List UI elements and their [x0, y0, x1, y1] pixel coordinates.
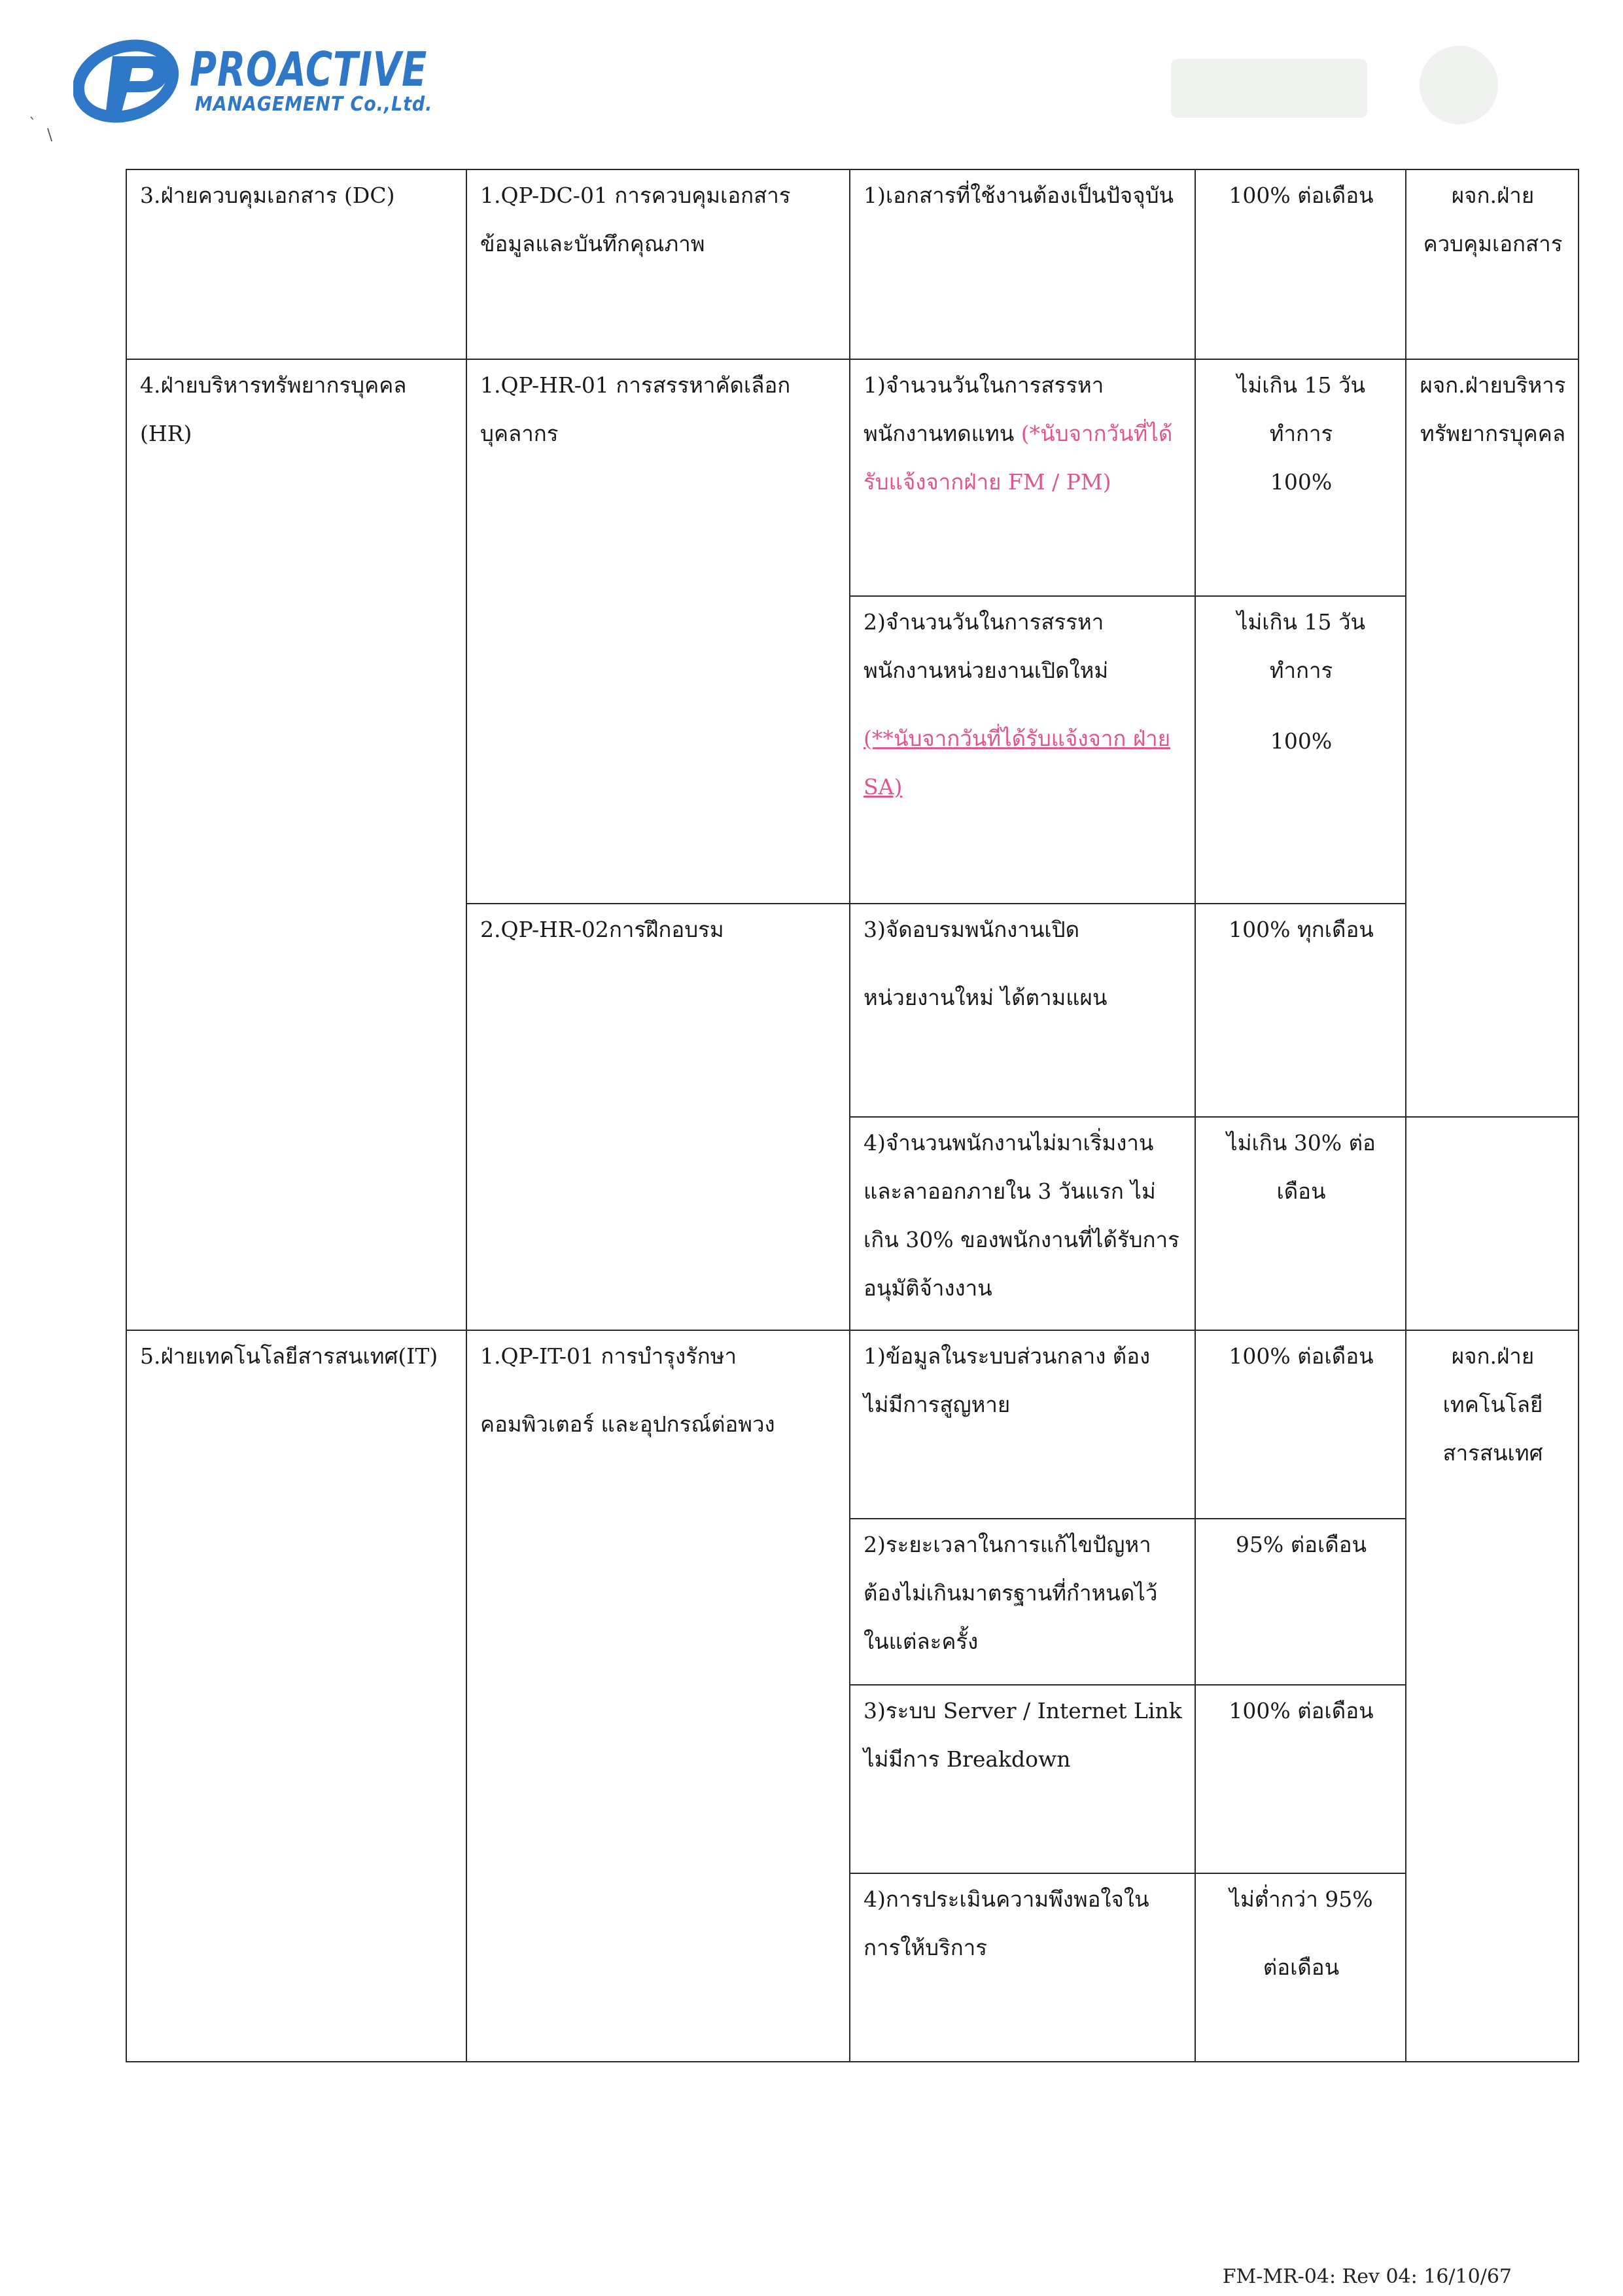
objective-cell: [850, 1685, 1195, 1873]
objective-cell: [850, 1873, 1195, 2062]
target-cell: [1195, 1685, 1406, 1873]
procedure-label: 1.QP-DC-01 การควบคุมเอกสารข้อมูลและบันทึกคุณภาพ: [480, 183, 791, 256]
target-cell: [1195, 1117, 1406, 1330]
target-text-line-1: ไม่เกิน 15 วันทำการ: [1236, 609, 1366, 683]
department-label: 5.ฝ่ายเทคโนโลยีสารสนเทศ(IT): [140, 1343, 438, 1369]
department-cell: [126, 1330, 466, 2062]
target-text-line-2: 100%: [1270, 728, 1333, 754]
department-label: 3.ฝ่ายควบคุมเอกสาร (DC): [140, 183, 395, 208]
owner-text: ผจก.ฝ่ายบริหารทรัพยากรบุคคล: [1420, 372, 1566, 446]
objective-cell: [850, 596, 1195, 904]
target-text-line-2: ต่อเดือน: [1263, 1954, 1340, 1980]
objective-text: 3)ระบบ Server / Internet Link ไม่มีการ Breakdown: [864, 1698, 1182, 1772]
owner-text-line-3: สารสนเทศ: [1442, 1440, 1543, 1466]
owner-cell: [1406, 1330, 1579, 2062]
table-row: [126, 169, 1579, 359]
procedure-label: 2.QP-HR-02การฝึกอบรม: [480, 917, 724, 942]
procedure-label-line-1: 1.QP-IT-01 การบำรุงรักษา: [480, 1343, 737, 1369]
objective-text: 2)ระยะเวลาในการแก้ไขปัญหาต้องไม่เกินมาตรฐานที่กำหนดไว้ในแต่ละครั้ง: [864, 1532, 1158, 1654]
objective-text: 1)ข้อมูลในระบบส่วนกลาง ต้องไม่มีการสูญหาย: [864, 1343, 1151, 1417]
target-cell: [1195, 904, 1406, 1117]
procedure-cell: [466, 359, 850, 904]
target-text-line-2: 100%: [1270, 469, 1333, 495]
procedure-cell: [466, 1330, 850, 2062]
scan-mark: \: [47, 126, 53, 144]
target-cell: [1195, 596, 1406, 904]
objective-text: 4)จำนวนพนักงานไม่มาเริ่มงานและลาออกภายใน 3 วันแรก ไม่เกิน 30% ของพนักงานที่ได้รับการอนุมัติจ้างงาน: [864, 1130, 1179, 1301]
target-text: 100% ต่อเดือน: [1229, 183, 1374, 208]
company-logo: [73, 30, 440, 128]
objective-text: 4)การประเมินความพึงพอใจในการให้บริการ: [864, 1886, 1149, 1960]
objective-note: (*นับจากวันที่ได้รับแจ้งจากฝ่าย FM / PM): [864, 421, 1173, 495]
owner-text: ผจก.ฝ่ายควบคุมเอกสาร: [1423, 183, 1563, 256]
objective-text: 2)จำนวนวันในการสรรหาพนักงานหน่วยงานเปิดใหม่: [864, 609, 1109, 683]
target-text: 100% ต่อเดือน: [1229, 1698, 1374, 1723]
target-text: ไม่เกิน 30% ต่อเดือน: [1227, 1130, 1376, 1204]
objective-text: 1)จำนวนวันในการสรรหาพนักงานทดแทน: [864, 372, 1104, 446]
department-cell: [126, 169, 466, 359]
objective-text-line-2: หน่วยงานใหม่ ได้ตามแผน: [864, 985, 1108, 1010]
department-label: 4.ฝ่ายบริหารทรัพยากรบุคคล (HR): [140, 372, 407, 446]
target-cell: [1195, 1330, 1406, 1519]
target-text: 100% ทุกเดือน: [1229, 917, 1374, 942]
table-row: [126, 359, 1579, 596]
target-cell: [1195, 1519, 1406, 1685]
owner-cell: [1406, 359, 1579, 1117]
procedure-label: 1.QP-HR-01 การสรรหาคัดเลือกบุคลากร: [480, 372, 791, 446]
department-cell: [126, 359, 466, 1330]
form-code: FM-MR-04: Rev 04: 16/10/67: [1222, 2265, 1512, 2288]
watermark-stamp-icon: [1164, 39, 1518, 131]
owner-cell: [1406, 169, 1579, 359]
procedure-cell: [466, 169, 850, 359]
objective-text: 1)เอกสารที่ใช้งานต้องเป็นปัจจุบัน: [864, 183, 1174, 208]
logo-line-2: MANAGEMENT Co.,Ltd.: [195, 93, 433, 116]
target-text-line-1: ไม่ต่ำกว่า 95%: [1229, 1886, 1373, 1912]
target-text: 95% ต่อเดือน: [1235, 1532, 1367, 1557]
objective-cell: [850, 169, 1195, 359]
target-text-line-1: ไม่เกิน 15 วันทำการ: [1236, 372, 1366, 446]
target-cell: [1195, 359, 1406, 596]
objective-cell: [850, 904, 1195, 1117]
target-cell: [1195, 169, 1406, 359]
objective-cell: [850, 1330, 1195, 1519]
owner-text-line-2: เทคโนโลยี: [1442, 1392, 1543, 1417]
scan-mark: `: [29, 115, 37, 133]
target-text: 100% ต่อเดือน: [1229, 1343, 1374, 1369]
logo-line-1: PROACTIVE: [190, 42, 428, 97]
table-row: [126, 1330, 1579, 1519]
objective-text-line-1: 3)จัดอบรมพนักงานเปิด: [864, 917, 1080, 942]
objective-cell: [850, 359, 1195, 596]
owner-cell-empty: [1406, 1117, 1579, 1330]
procedure-label-line-2: คอมพิวเตอร์ และอุปกรณ์ต่อพวง: [480, 1411, 775, 1437]
objective-cell: [850, 1117, 1195, 1330]
objectives-table: [126, 169, 1579, 2062]
company-logo-text: [190, 44, 495, 115]
objective-note: (**นับจากวันที่ได้รับแจ้งจาก ฝ่าย SA): [864, 726, 1171, 800]
target-cell: [1195, 1873, 1406, 2062]
objective-cell: [850, 1519, 1195, 1685]
company-logo-mark-icon: [73, 30, 191, 128]
procedure-cell: [466, 904, 850, 1330]
owner-text-line-1: ผจก.ฝ่าย: [1451, 1343, 1535, 1369]
